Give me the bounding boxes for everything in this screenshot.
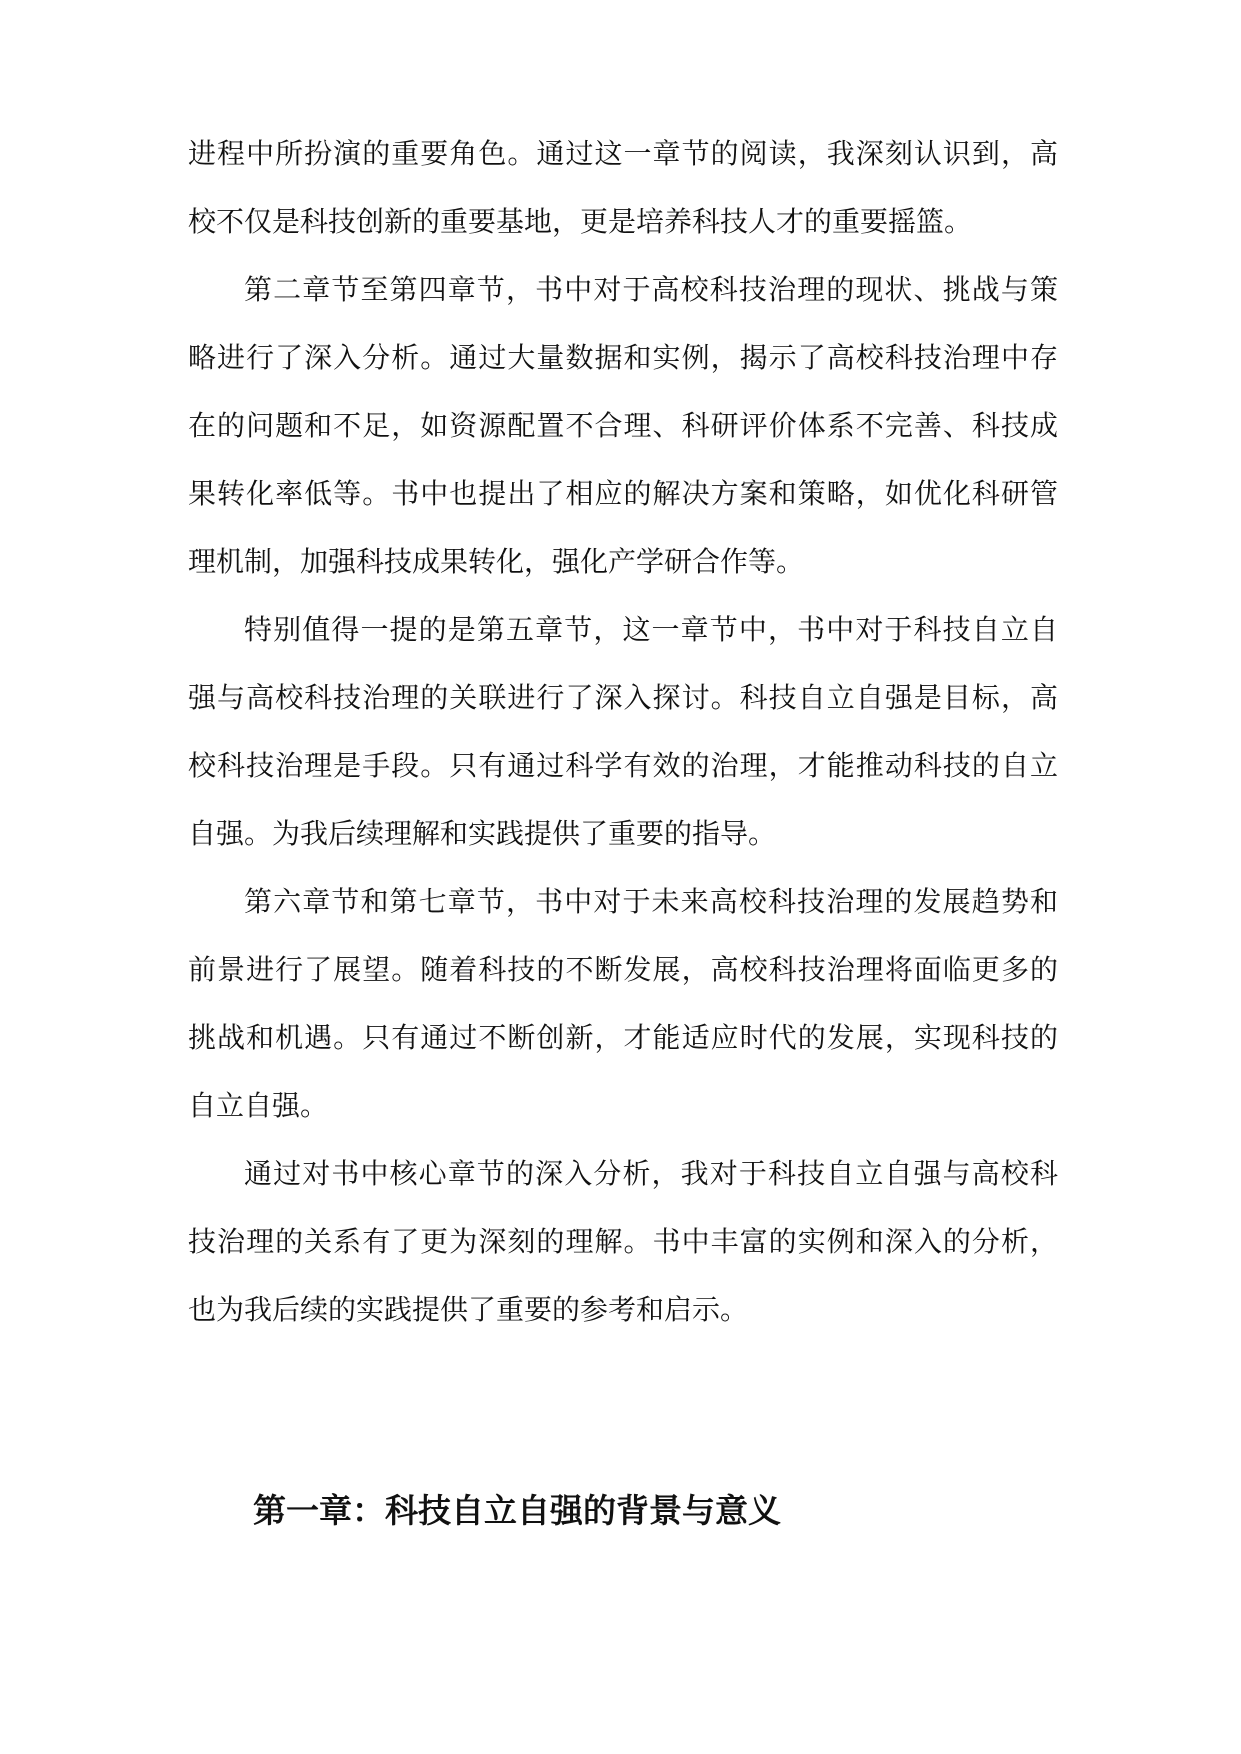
paragraph-5-line-3: 也为我后续的实践提供了重要的参考和启示。 [188,1293,749,1326]
paragraph-4-line-4: 自立自强。 [188,1089,329,1122]
paragraph-2-line-4: 果转化率低等。书中也提出了相应的解决方案和策略，如优化科研管 [188,477,1058,510]
paragraph-2-line-1: 第二章节至第四章节，书中对于高校科技治理的现状、挑战与策 [244,273,1058,306]
paragraph-3-line-3: 校科技治理是手段。只有通过科学有效的治理，才能推动科技的自立 [188,749,1058,782]
paragraph-2-line-2: 略进行了深入分析。通过大量数据和实例，揭示了高校科技治理中存 [188,341,1058,374]
paragraph-3-line-2: 强与高校科技治理的关联进行了深入探讨。科技自立自强是目标，高 [188,681,1058,714]
paragraph-5-line-2: 技治理的关系有了更为深刻的理解。书中丰富的实例和深入的分析， [188,1225,1058,1258]
paragraph-2-line-3: 在的问题和不足，如资源配置不合理、科研评价体系不完善、科技成 [188,409,1058,442]
paragraph-1-line-2: 校不仅是科技创新的重要基地，更是培养科技人才的重要摇篮。 [188,205,973,238]
paragraph-1-line-1: 进程中所扮演的重要角色。通过这一章节的阅读，我深刻认识到，高 [188,137,1058,170]
paragraph-5-line-1: 通过对书中核心章节的深入分析，我对于科技自立自强与高校科 [244,1157,1058,1190]
paragraph-3-line-4: 自强。为我后续理解和实践提供了重要的指导。 [188,817,777,850]
paragraph-4-line-2: 前景进行了展望。随着科技的不断发展，高校科技治理将面临更多的 [188,953,1058,986]
paragraph-4-line-1: 第六章节和第七章节，书中对于未来高校科技治理的发展趋势和 [244,885,1058,918]
paragraph-2-line-5: 理机制，加强科技成果转化，强化产学研合作等。 [188,545,805,578]
chapter-heading: 第一章：科技自立自强的背景与意义 [253,1491,781,1530]
paragraph-3-line-1: 特别值得一提的是第五章节，这一章节中，书中对于科技自立自 [244,613,1058,646]
paragraph-4-line-3: 挑战和机遇。只有通过不断创新，才能适应时代的发展，实现科技的 [188,1021,1058,1054]
